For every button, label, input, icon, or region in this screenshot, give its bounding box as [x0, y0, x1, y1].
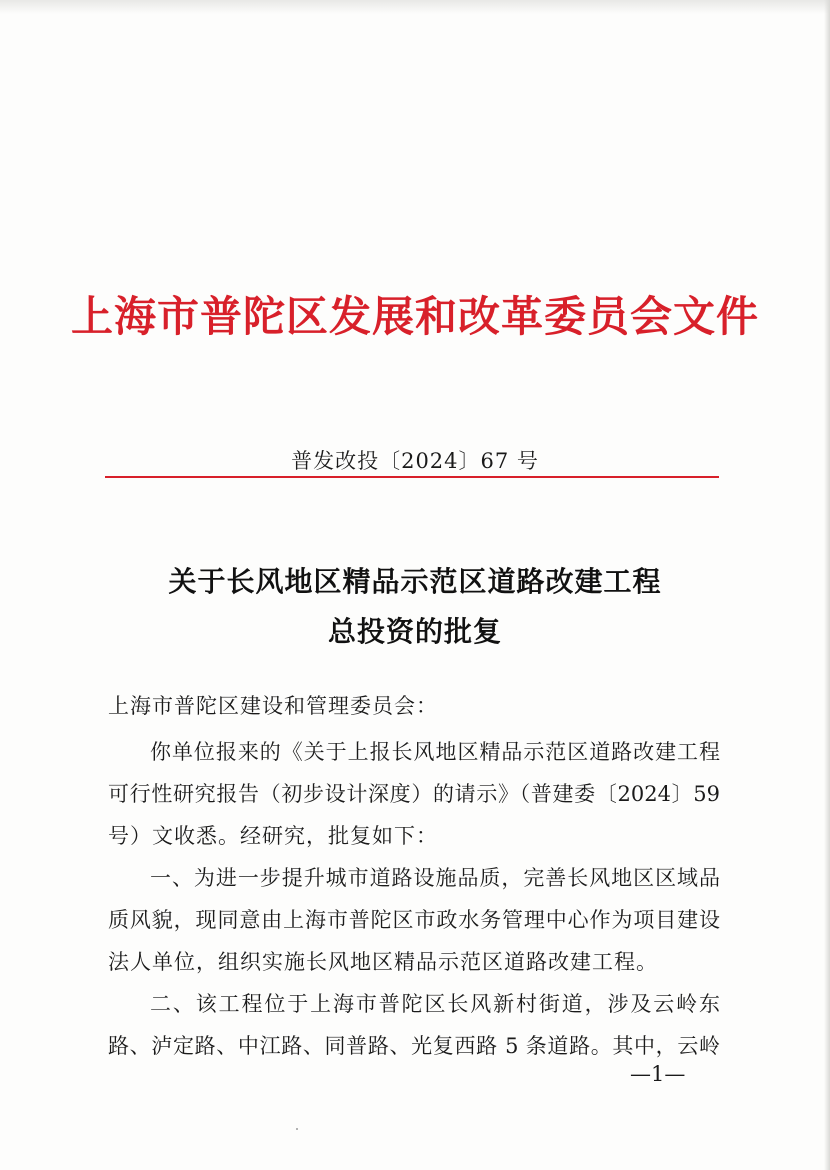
paragraph-3-line-1: 二、该工程位于上海市普陀区长风新村街道，涉及云岭东: [150, 992, 720, 1016]
issuer-header-title: 上海市普陀区发展和改革委员会文件: [70, 292, 759, 341]
document-title-line-2: 总投资的批复: [327, 615, 502, 648]
document-number: 普发改投〔2024〕67 号: [291, 449, 539, 473]
page-number: —1—: [630, 1062, 686, 1086]
paragraph-2-line-3: 法人单位，组织实施长风地区精品示范区道路改建工程。: [108, 950, 658, 974]
paragraph-3-line-2: 路、泸定路、中江路、同普路、光复西路 5 条道路。其中，云岭: [108, 1034, 720, 1058]
paragraph-1-line-3: 号）文收悉。经研究，批复如下：: [108, 824, 438, 848]
scan-shadow-top: [0, 0, 830, 14]
paragraph-2-line-1: 一、为进一步提升城市道路设施品质，完善长风地区区域品: [150, 866, 720, 890]
document-title-line-1: 关于长风地区精品示范区道路改建工程: [168, 565, 662, 598]
paragraph-1-line-1: 你单位报来的《关于上报长风地区精品示范区道路改建工程: [150, 740, 720, 764]
scan-speck: [296, 1128, 298, 1130]
paragraph-2-line-2: 质风貌，现同意由上海市普陀区市政水务管理中心作为项目建设: [108, 908, 720, 932]
paragraph-1-line-2: 可行性研究报告（初步设计深度）的请示》（普建委〔2024〕59: [108, 782, 720, 806]
header-red-divider: [105, 476, 719, 478]
recipient-line: 上海市普陀区建设和管理委员会：: [108, 694, 438, 718]
